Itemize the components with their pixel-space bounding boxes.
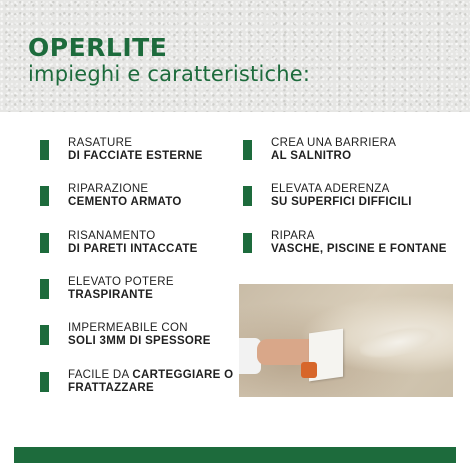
feature-line-2: DI FACCIATE ESTERNE (68, 150, 203, 162)
feature-line-2: SU SUPERFICI DIFFICILI (271, 196, 412, 208)
feature-line-1-bold: CARTEGGIARE O (132, 369, 234, 381)
feature-line-2: SOLI 3MM DI SPESSORE (68, 335, 211, 347)
feature-line-2: AL SALNITRO (271, 150, 352, 162)
feature-item (40, 276, 174, 302)
feature-text (271, 183, 412, 209)
feature-line-1: RIPARAZIONE (68, 183, 149, 195)
wall-patch (357, 321, 441, 363)
green-bar-icon (40, 233, 49, 253)
feature-item (40, 230, 198, 256)
page-subtitle: impieghi e caratteristiche: (28, 62, 311, 86)
green-bar-icon (243, 186, 252, 206)
feature-text (271, 137, 396, 163)
green-bar-icon (40, 372, 49, 392)
feature-line-1: ELEVATO POTERE (68, 276, 174, 288)
feature-line-1 (68, 369, 233, 382)
green-bar-icon (243, 233, 252, 253)
feature-line-1: IMPERMEABILE CON (68, 322, 188, 334)
feature-item (40, 322, 211, 348)
feature-line-1-plain: FACILE DA (68, 369, 133, 381)
feature-item (40, 369, 233, 395)
feature-item (40, 183, 182, 209)
feature-item (243, 137, 396, 163)
green-bar-icon (40, 140, 49, 160)
feature-line-2: DI PARETI INTACCATE (68, 243, 198, 255)
feature-text (68, 369, 233, 395)
green-bar-icon (40, 186, 49, 206)
feature-line-1: RIPARA (271, 230, 315, 242)
green-bar-icon (40, 325, 49, 345)
feature-text (68, 276, 174, 302)
green-bar-icon (243, 140, 252, 160)
application-photo (239, 284, 453, 397)
feature-item (40, 137, 203, 163)
feature-text (68, 230, 198, 256)
green-bar-icon (40, 279, 49, 299)
feature-line-1: ELEVATA ADERENZA (271, 183, 390, 195)
feature-line-2: FRATTAZZARE (68, 382, 154, 394)
feature-line-2: TRASPIRANTE (68, 289, 154, 301)
feature-item (243, 183, 412, 209)
feature-line-2: CEMENTO ARMATO (68, 196, 182, 208)
feature-text (68, 137, 203, 163)
feature-item (243, 230, 447, 256)
feature-line-2: VASCHE, PISCINE E FONTANE (271, 243, 447, 255)
feature-text (68, 322, 211, 348)
feature-line-1: RASATURE (68, 137, 133, 149)
footer-bar (14, 447, 456, 463)
feature-line-1: RISANAMENTO (68, 230, 156, 242)
brand-title: OPERLITE (28, 33, 168, 62)
feature-text (271, 230, 447, 256)
feature-text (68, 183, 182, 209)
feature-line-1: CREA UNA BARRIERA (271, 137, 397, 149)
header-banner (0, 0, 470, 112)
trowel-handle (301, 362, 317, 378)
